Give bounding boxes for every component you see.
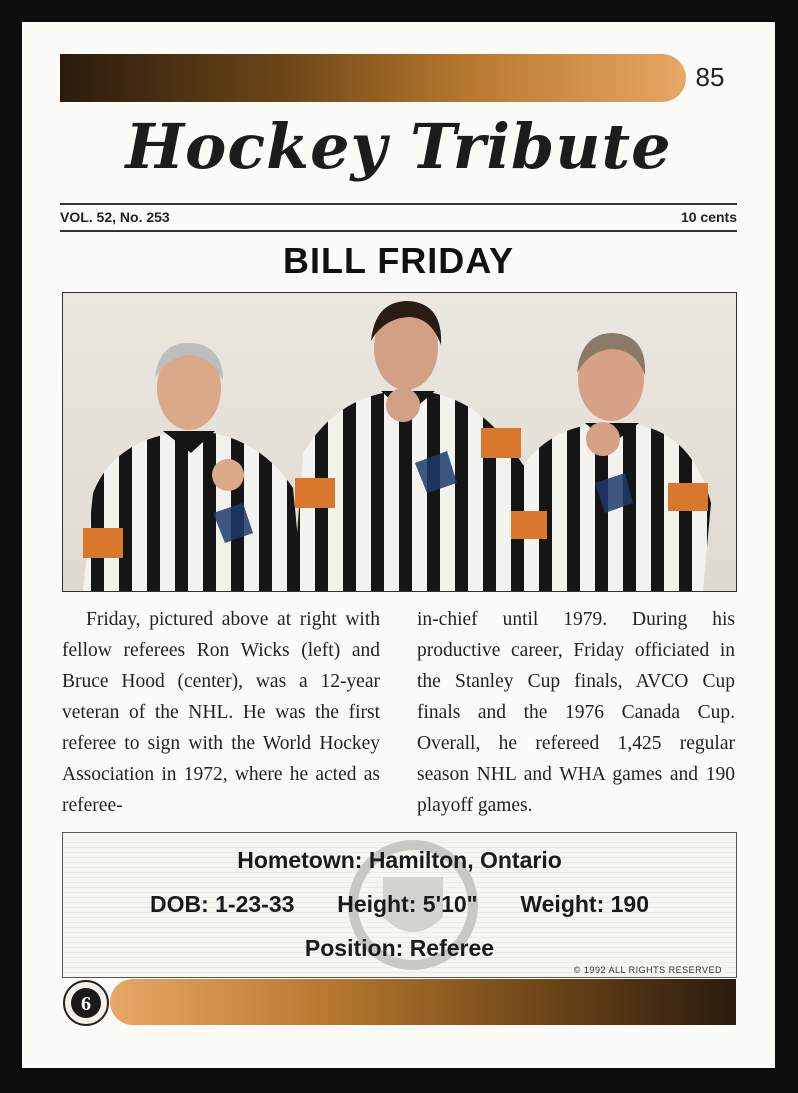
masthead-rule-top bbox=[60, 203, 737, 205]
dob-stat: DOB: 1-23-33 bbox=[149, 891, 295, 917]
height-stat: Height: 5'10" bbox=[337, 891, 478, 917]
stats-box bbox=[62, 832, 737, 978]
article-left-column: Friday, pictured above at right with fellow referees Ron Wicks (left) and Bruce Hood (center), was a 12-year veteran of the NHL. He was the first referee to sign with the World Hockey Association in 1972, where he acted as referee- bbox=[62, 609, 380, 816]
headline: BILL FRIDAY bbox=[282, 240, 515, 281]
referees-photo bbox=[62, 292, 737, 592]
card-number: 85 bbox=[695, 62, 725, 92]
logo-number: 6 bbox=[81, 993, 91, 1015]
article-right-column: in-chief until 1979. During his productive career, Friday officiated in the Stanley Cup finals, AVCO Cup finals and the 1976 Canada Cup. Overall, he refereed 1,425 regular season NHL and WHA games and 190 playoff games. bbox=[417, 609, 735, 816]
trading-card bbox=[22, 22, 775, 1068]
volume-label: VOL. 52, No. 253 bbox=[60, 209, 170, 225]
price-label: 10 cents bbox=[680, 209, 737, 225]
bottom-color-bar bbox=[110, 979, 736, 1025]
masthead-title: Hockey Tribute bbox=[125, 110, 672, 183]
masthead-rule-bottom bbox=[60, 230, 737, 232]
position-stat: Position: Referee bbox=[304, 935, 495, 961]
hometown-stat: Hometown: Hamilton, Ontario bbox=[237, 847, 562, 873]
copyright-notice: © 1992 ALL RIGHTS RESERVED bbox=[573, 965, 722, 975]
weight-stat: Weight: 190 bbox=[520, 891, 649, 917]
nhl-alumni-logo-icon bbox=[62, 979, 110, 1027]
top-color-bar bbox=[60, 54, 686, 102]
